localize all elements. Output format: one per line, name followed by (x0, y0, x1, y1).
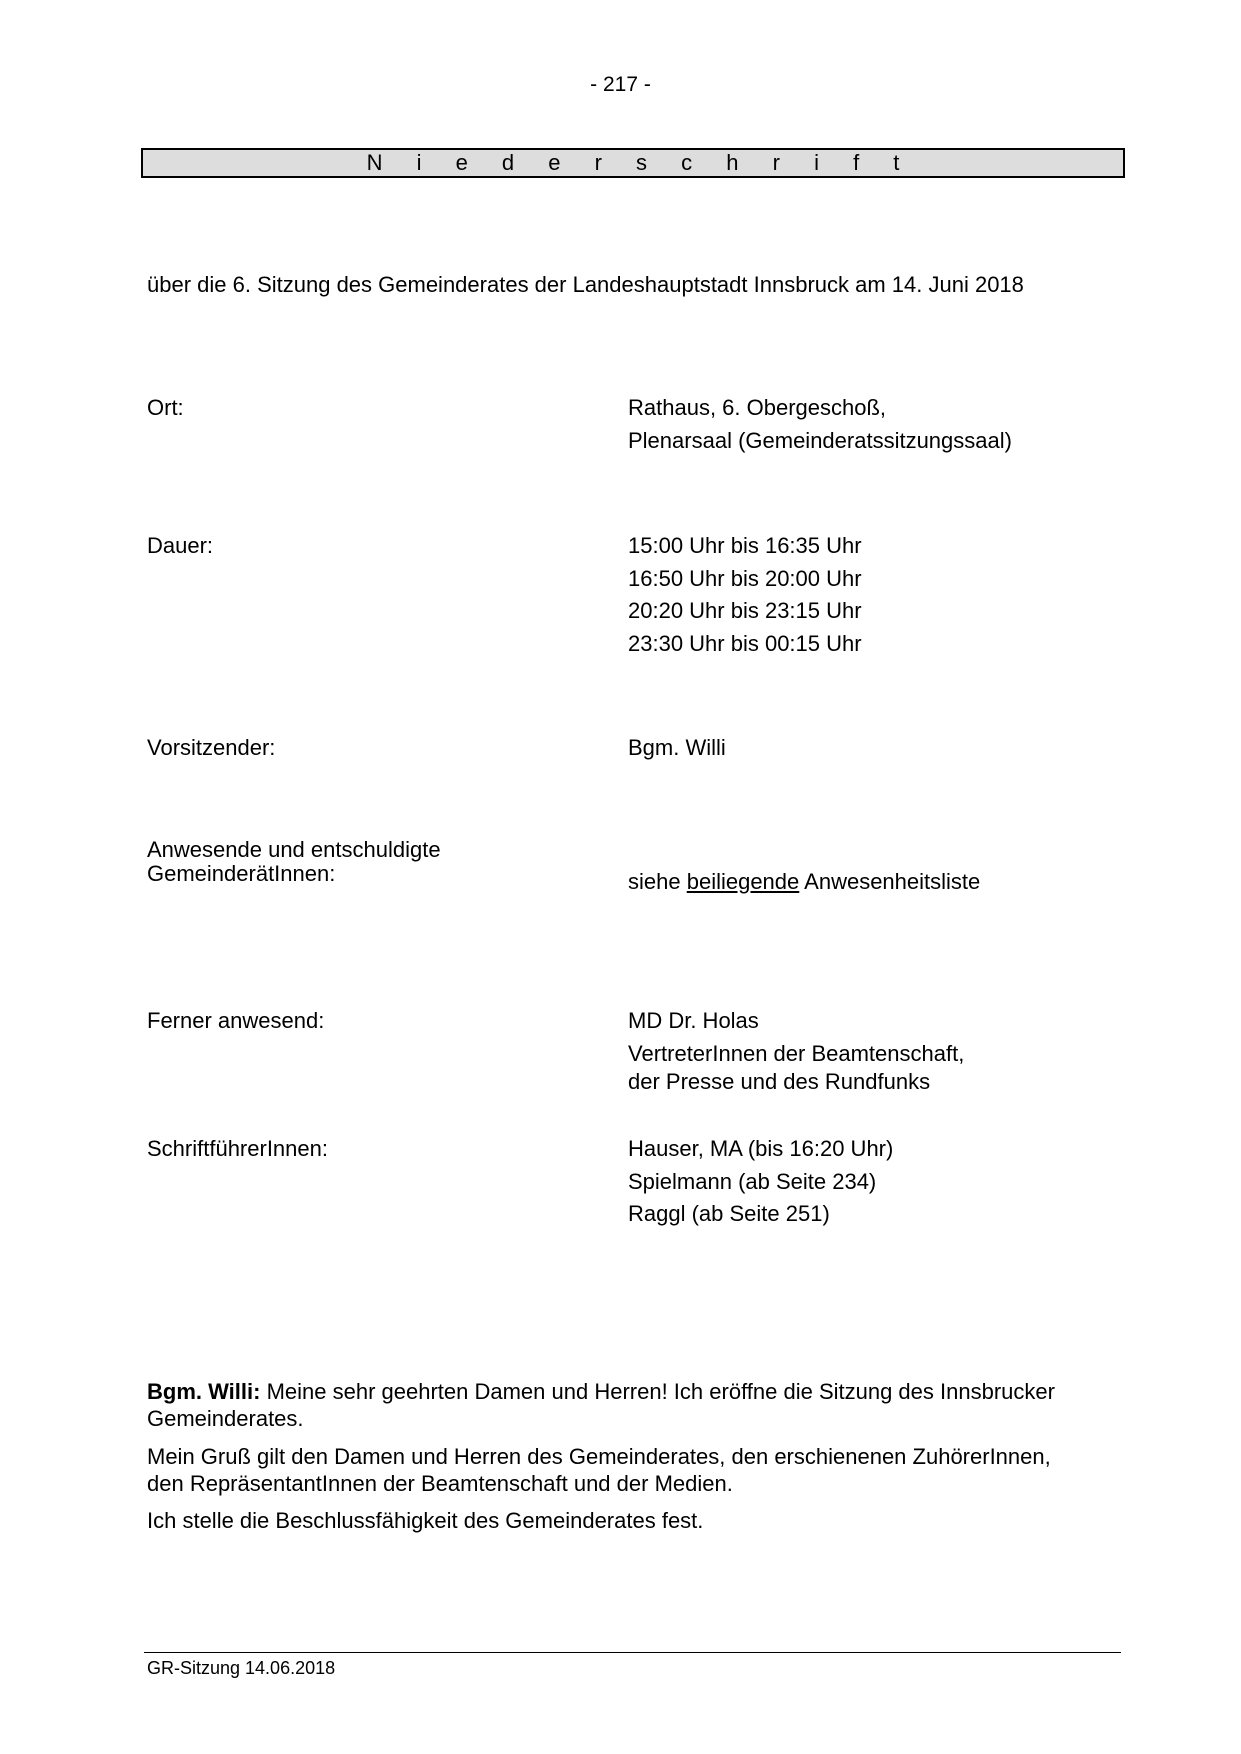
dauer-line: 16:50 Uhr bis 20:00 Uhr (628, 565, 862, 591)
schrift-line: Raggl (ab Seite 251) (628, 1201, 830, 1226)
dauer-line: 23:30 Uhr bis 00:15 Uhr (628, 630, 862, 656)
dauer-value (628, 534, 862, 664)
document-title: N i e d e r s c h r i f t (366, 150, 914, 175)
speech-text: Meine sehr geehrten Damen und Herren! Ich eröffne die Sitzung des Innsbrucker Gemeinderates. (147, 1379, 1062, 1431)
ort-line: Plenarsaal (Gemeinderatssitzungssaal) (628, 427, 1012, 453)
anwesende-value-pre: siehe (628, 869, 687, 894)
ferner-label: Ferner anwesend: (147, 1008, 325, 1033)
speech-paragraph-1 (147, 1378, 1087, 1432)
document-title-box (141, 148, 1125, 178)
dauer-line: 15:00 Uhr bis 16:35 Uhr (628, 533, 862, 558)
schrift-label: SchriftführerInnen: (147, 1136, 328, 1161)
dauer-label: Dauer: (147, 533, 214, 558)
footer-text: GR-Sitzung 14.06.2018 (147, 1658, 336, 1678)
speech-paragraph-3: Ich stelle die Beschlussfähigkeit des Gemeinderates fest. (147, 1508, 704, 1533)
dauer-line: 20:20 Uhr bis 23:15 Uhr (628, 598, 862, 623)
anwesende-value (628, 870, 980, 894)
ferner-line: MD Dr. Holas (628, 1008, 759, 1033)
anwesende-label-line: Anwesende und entschuldigte (147, 837, 441, 862)
speech-paragraph-2: Mein Gruß gilt den Damen und Herren des Gemeinderates, den erschienenen ZuhörerInnen, den RepräsentantInnen der Beamtenschaft und der Medien. (147, 1444, 1051, 1496)
anwesende-value-post: Anwesenheitsliste (799, 869, 981, 894)
anwesende-value-underlined: beiliegende (686, 869, 800, 894)
ferner-line: der Presse und des Rundfunks (628, 1069, 931, 1094)
intro-text: über die 6. Sitzung des Gemeinderates der Landeshauptstadt Innsbruck am 14. Juni 2018 (147, 272, 1024, 297)
schrift-line: Hauser, MA (bis 16:20 Uhr) (628, 1136, 894, 1161)
anwesende-label-line: GemeinderätInnen: (147, 861, 336, 886)
ferner-value (628, 1009, 964, 1098)
vorsitz-label: Vorsitzender: (147, 735, 276, 760)
schrift-value (628, 1137, 893, 1235)
page-number: - 217 - (590, 73, 651, 96)
vorsitz-value: Bgm. Willi (628, 735, 726, 760)
schrift-line: Spielmann (ab Seite 234) (628, 1168, 877, 1194)
ort-label: Ort: (147, 395, 184, 420)
ort-value (628, 396, 1012, 461)
anwesende-label (147, 838, 441, 886)
ort-line: Rathaus, 6. Obergeschoß, (628, 395, 887, 420)
speaker-name: Bgm. Willi: (147, 1379, 261, 1404)
ferner-group (628, 1042, 964, 1098)
ferner-line: VertreterInnen der Beamtenschaft, (628, 1041, 965, 1066)
footer-rule (144, 1652, 1121, 1653)
